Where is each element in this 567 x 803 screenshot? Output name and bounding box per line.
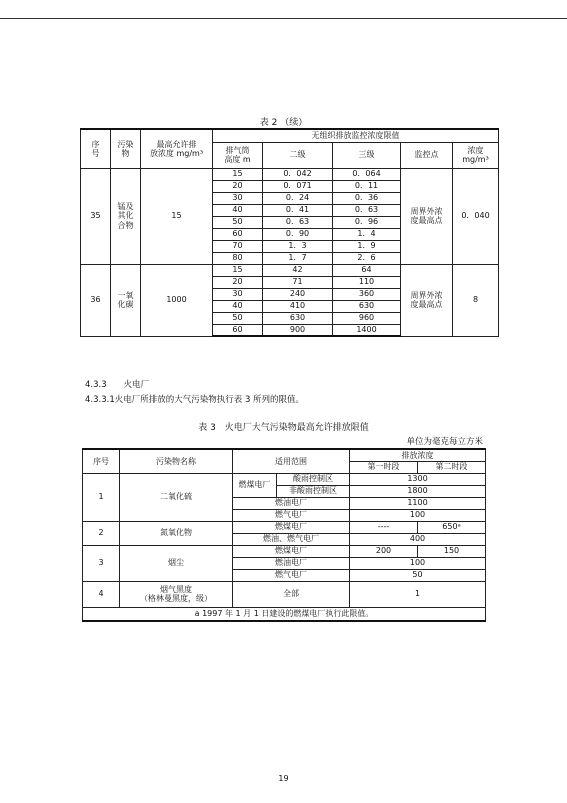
- t3-nox-coal-stage2: 650ᵃ: [418, 521, 486, 533]
- t2-header-max-conc: 最高允许排 放浓度 mg/m³: [141, 129, 213, 168]
- table3: [82, 448, 486, 622]
- t2-header-concentration: 浓度 mg/m³: [453, 142, 499, 168]
- t3-name-so2: 二氧化硫: [120, 473, 233, 521]
- t2-cell: 0．41: [263, 204, 333, 216]
- t3-so2-oil-val: 1100: [350, 497, 486, 509]
- t2-pollutant-manganese: 锰及 其化 合物: [111, 168, 141, 264]
- t2-cell: 20: [213, 180, 263, 192]
- t2-cell: 360: [333, 288, 401, 300]
- t3-so2-coal-plant: 燃煤电厂: [233, 473, 277, 497]
- t2-cell: 1．4: [333, 228, 401, 240]
- t2-header-seq: 序 号: [81, 129, 111, 168]
- t3-nox-oilgas-val: 400: [350, 533, 486, 545]
- t2-cell: 30: [213, 192, 263, 204]
- t3-dust-coal-stage2: 150: [418, 545, 486, 557]
- t2-header-stack-height: 排气筒 高度 m: [213, 142, 263, 168]
- t2-seq-35: 35: [81, 168, 111, 264]
- t2-cell: 60: [213, 324, 263, 336]
- t3-header-name: 污染物名称: [120, 449, 233, 473]
- t2-cell: 0．96: [333, 216, 401, 228]
- page-top-rule: [0, 18, 567, 19]
- t2-cell: 60: [213, 228, 263, 240]
- t2-cell: 0．11: [333, 180, 401, 192]
- t2-cell: 0．63: [263, 216, 333, 228]
- table2-caption: 表 2 （续）: [259, 118, 308, 128]
- t3-footnote: a 1997 年 1 月 1 日建设的燃煤电厂执行此限值。: [83, 607, 486, 621]
- t2-cell: 110: [333, 276, 401, 288]
- t3-name-smoke: 烟气黑度 （格林曼黑度，级）: [120, 581, 233, 607]
- t2-max-conc-co: 1000: [141, 264, 213, 336]
- table2: [80, 128, 499, 337]
- t3-header-conc: 排放浓度: [350, 449, 486, 461]
- t2-cell: 240: [263, 288, 333, 300]
- t3-so2-acid-val: 1300: [350, 473, 486, 485]
- t3-header-seq: 序号: [83, 449, 120, 473]
- t2-seq-36: 36: [81, 264, 111, 336]
- t3-seq-1: 1: [83, 473, 120, 521]
- t2-cell: 0．90: [263, 228, 333, 240]
- t2-cell: 71: [263, 276, 333, 288]
- t2-header-pollutant: 污染 物: [111, 129, 141, 168]
- t2-cell: 70: [213, 240, 263, 252]
- section-heading: 4.3.3 火电厂: [85, 380, 150, 390]
- t2-cell: 0．042: [263, 168, 333, 180]
- t2-cell: 50: [213, 312, 263, 324]
- t3-header-stage2: 第二时段: [418, 461, 486, 473]
- t2-concentration-co: 8: [453, 264, 499, 336]
- t2-cell: 410: [263, 300, 333, 312]
- t3-smoke-val: 1: [350, 581, 486, 607]
- t2-cell: 80: [213, 252, 263, 264]
- t2-pollutant-co: 一氧 化碳: [111, 264, 141, 336]
- t3-dust-oil-val: 100: [350, 557, 486, 569]
- page-number: 19: [278, 774, 289, 783]
- t3-nox-coal-plant: 燃煤电厂: [233, 521, 350, 533]
- t3-so2-gas-plant: 燃气电厂: [233, 509, 350, 521]
- t3-so2-oil-plant: 燃油电厂: [233, 497, 350, 509]
- t2-cell: 42: [263, 264, 333, 276]
- t3-name-dust: 烟尘: [120, 545, 233, 581]
- t3-dust-oil-plant: 燃油电厂: [233, 557, 350, 569]
- t2-concentration-manganese: 0．040: [453, 168, 499, 264]
- t2-cell: 40: [213, 204, 263, 216]
- t3-so2-non-acid-zone: 非酸雨控制区: [277, 485, 350, 497]
- t3-dust-coal-stage1: 200: [350, 545, 418, 557]
- t2-cell: 40: [213, 300, 263, 312]
- t2-cell: 900: [263, 324, 333, 336]
- t3-nox-oilgas-plant: 燃油、燃气电厂: [233, 533, 350, 545]
- t3-dust-coal-plant: 燃煤电厂: [233, 545, 350, 557]
- t2-cell: 1．9: [333, 240, 401, 252]
- t2-header-level3: 三级: [333, 142, 401, 168]
- t2-cell: 50: [213, 216, 263, 228]
- t3-seq-2: 2: [83, 521, 120, 545]
- t2-cell: 0．24: [263, 192, 333, 204]
- t2-cell: 630: [333, 300, 401, 312]
- t2-cell: 960: [333, 312, 401, 324]
- t2-cell: 15: [213, 264, 263, 276]
- t2-max-conc-manganese: 15: [141, 168, 213, 264]
- t2-cell: 64: [333, 264, 401, 276]
- t2-cell: 0．36: [333, 192, 401, 204]
- t3-header-stage1: 第一时段: [350, 461, 418, 473]
- t3-name-nox: 氮氧化物: [120, 521, 233, 545]
- t2-cell: 15: [213, 168, 263, 180]
- t3-so2-acid-zone: 酸雨控制区: [277, 473, 350, 485]
- t2-cell: 1．3: [263, 240, 333, 252]
- t3-seq-3: 3: [83, 545, 120, 581]
- t3-so2-gas-val: 100: [350, 509, 486, 521]
- t2-cell: 630: [263, 312, 333, 324]
- section-text: 4.3.3.1火电厂所排放的大气污染物执行表 3 所列的限值。: [85, 395, 305, 405]
- t2-cell: 0．064: [333, 168, 401, 180]
- t2-header-level2: 二级: [263, 142, 333, 168]
- t2-cell: 1400: [333, 324, 401, 336]
- t2-cell: 2．6: [333, 252, 401, 264]
- t2-header-group: 无组织排放监控浓度限值: [213, 129, 499, 142]
- t3-nox-coal-stage1: ----: [350, 521, 418, 533]
- t2-cell: 30: [213, 288, 263, 300]
- t3-so2-non-acid-val: 1800: [350, 485, 486, 497]
- table3-unit: 单位为毫克每立方米: [406, 437, 483, 447]
- t2-cell: 0．071: [263, 180, 333, 192]
- t2-header-monitor: 监控点: [401, 142, 453, 168]
- t3-seq-4: 4: [83, 581, 120, 607]
- table3-caption: 表 3 火电厂大气污染物最高允许排放限值: [198, 423, 369, 433]
- t3-dust-gas-plant: 燃气电厂: [233, 569, 350, 581]
- t2-monitor-manganese: 周界外浓 度最高点: [401, 168, 453, 264]
- t3-dust-gas-val: 50: [350, 569, 486, 581]
- t2-cell: 0．63: [333, 204, 401, 216]
- t3-smoke-scope: 全部: [233, 581, 350, 607]
- t2-cell: 1．7: [263, 252, 333, 264]
- t2-cell: 20: [213, 276, 263, 288]
- t2-monitor-co: 周界外浓 度最高点: [401, 264, 453, 336]
- t3-header-scope: 适用范围: [233, 449, 350, 473]
